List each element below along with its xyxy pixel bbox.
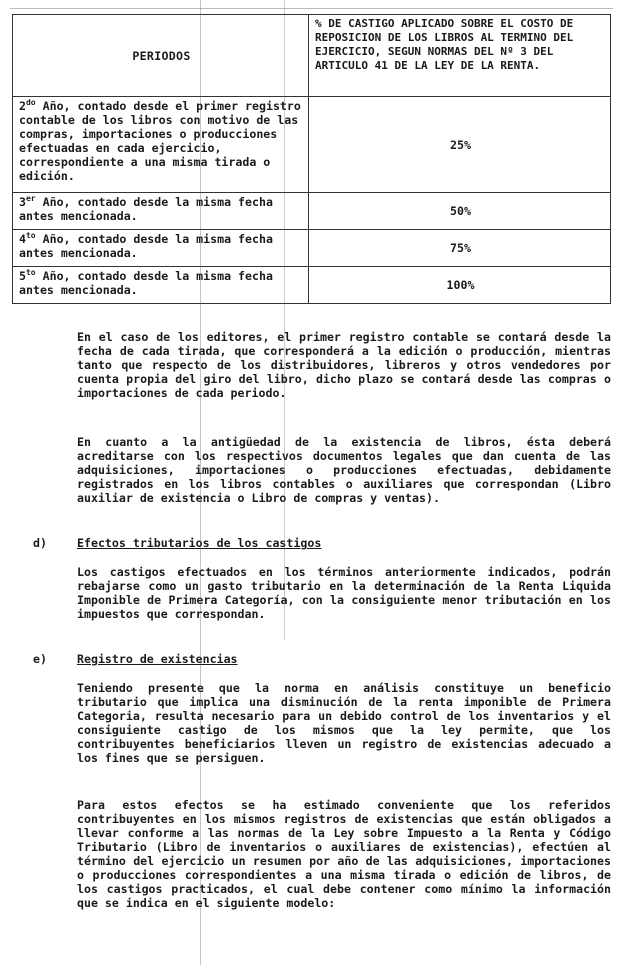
scan-artifact-line <box>284 0 285 640</box>
period-ordinal: do <box>25 98 36 108</box>
section-d-title: Efectos tributarios de los castigos <box>77 536 322 550</box>
period-number: 2 <box>19 99 26 113</box>
scan-artifact-line <box>10 8 613 9</box>
period-text: Año, contado desde la misma fecha antes mencionada. <box>19 269 273 297</box>
period-cell <box>13 267 309 304</box>
period-ordinal: to <box>25 268 36 278</box>
table-header-row <box>13 15 611 97</box>
percentage-cell: 25% <box>309 97 611 193</box>
header-periods: PERIODOS <box>13 15 309 97</box>
percentage-cell: 75% <box>309 230 611 267</box>
period-number: 5 <box>19 269 26 283</box>
percentage-cell: 100% <box>309 267 611 304</box>
castigo-table <box>12 14 611 304</box>
period-text: Año, contado desde la misma fecha antes mencionada. <box>19 195 273 223</box>
header-percentage: % DE CASTIGO APLICADO SOBRE EL COSTO DE REPOSICION DE LOS LIBROS AL TERMINO DEL EJERCICIO, SEGUN NORMAS DEL Nº 3 DEL ARTICULO 41 DE LA LEY DE LA RENTA. <box>309 15 611 97</box>
period-ordinal: to <box>25 231 36 241</box>
period-cell <box>13 97 309 193</box>
table-row <box>13 97 611 193</box>
period-cell <box>13 193 309 230</box>
percentage-cell: 50% <box>309 193 611 230</box>
paragraph-efectos-registro: Para estos efectos se ha estimado conveniente que los referidos contribuyentes en los mismos registros de existencias que están obligados a llevar conforme a las normas de la Ley sobre Impuesto a la Renta y Código Tributario (Libro de inventarios o auxiliares de existencias), efectúen al término del ejercicio un resumen por año de las adquisiciones, importaciones o producciones correspondientes a una misma tirada o edición de libros, de los castigos practicados, el cual debe contener como mínimo la información que se indica en el siguiente modelo: <box>77 798 611 910</box>
scan-artifact-line <box>200 0 201 965</box>
period-text: Año, contado desde el primer registro contable de los libros con motivo de las compras, importaciones o producciones efectuadas en cada ejercicio, correspondiente a una misma tirada o edición. <box>19 99 301 183</box>
table-row <box>13 193 611 230</box>
table-row <box>13 230 611 267</box>
paragraph-antiguedad: En cuanto a la antigüedad de la existencia de libros, ésta deberá acreditarse con los respectivos documentos legales que dan cuenta de las adquisiciones, importaciones o producciones efectuadas, debidamente registrados en los libros contables o auxiliares que correspondan (Libro auxiliar de existencia o Libro de compras y ventas). <box>77 435 611 505</box>
table-row <box>13 267 611 304</box>
paragraph-registro: Teniendo presente que la norma en análisis constituye un beneficio tributario que implica una disminución de la renta imponible de Primera Categoria, resulta necesario para un debido control de los inventarios y el consiguiente castigo de los mismos que la ley permite, que los contribuyentes beneficiarios lleven un registro de existencias adecuado a los fines que se persiguen. <box>77 681 611 765</box>
period-ordinal: er <box>25 194 36 204</box>
paragraph-editores: En el caso de los editores, el primer registro contable se contará desde la fecha de cada tirada, que corresponderá a la edición o producción, mientras tanto que respecto de los distribuidores, libreros y otros vendedores por cuenta propia del giro del libro, dicho plazo se contará desde las compras o importaciones de cada periodo. <box>77 330 611 400</box>
paragraph-efectos: Los castigos efectuados en los términos anteriormente indicados, podrán rebajarse como un gasto tributario en la determinación de la Renta Liquida Imponible de Primera Categoría, con la consiguiente menor tributación en los impuestos que correspondan. <box>77 565 611 621</box>
section-e-title: Registro de existencias <box>77 652 238 666</box>
period-text: Año, contado desde la misma fecha antes mencionada. <box>19 232 273 260</box>
period-number: 4 <box>19 232 26 246</box>
section-e-letter: e) <box>33 652 47 666</box>
period-cell <box>13 230 309 267</box>
period-number: 3 <box>19 195 26 209</box>
section-d-letter: d) <box>33 536 47 550</box>
